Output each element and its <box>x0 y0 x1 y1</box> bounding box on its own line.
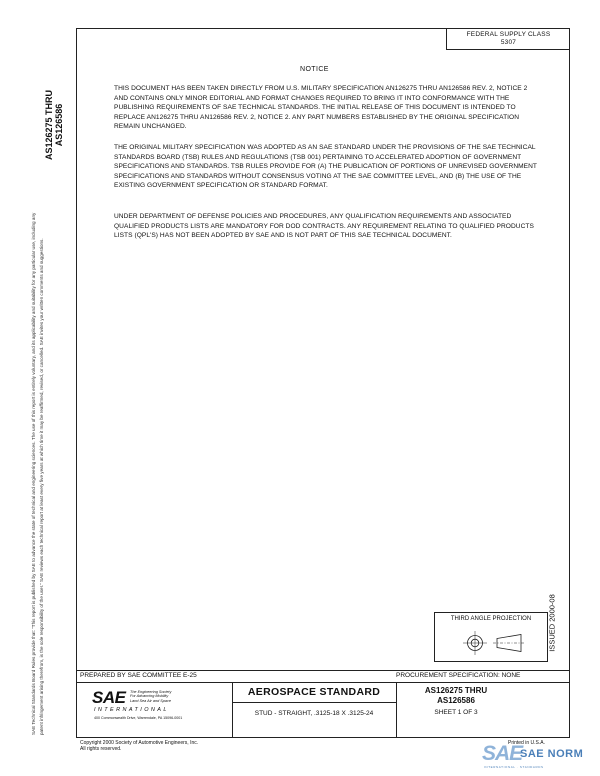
title-block-rule <box>76 682 570 683</box>
federal-supply-class-box <box>446 28 570 50</box>
notice-paragraph-3: UNDER DEPARTMENT OF DEFENSE POLICIES AND PROCEDURES, ANY QUALIFICATION REQUIREMENTS AND ASSOCIATED QUALIFIED PRODUCTS LISTS ARE MANDATORY FOR DOD CONTRACTS. ANY REQUIREMENT RELATING TO QUALIFIED PRODUCTS LISTS (QPL'S) HAS NOT BEEN ADOPTED BY SAE AND IS NOT PART OF THIS SAE TECHNICAL DOCUMENT. <box>114 213 534 240</box>
side-document-number <box>36 60 72 190</box>
federal-supply-class-value: 5307 <box>500 39 517 46</box>
sae-norm-watermark <box>482 742 592 770</box>
federal-supply-class <box>447 28 570 47</box>
federal-supply-class-label: FEDERAL SUPPLY CLASS <box>466 31 551 38</box>
notice-paragraph-2: THE ORIGINAL MILITARY SPECIFICATION WAS ADOPTED AS AN SAE STANDARD UNDER THE PROVISIONS OF THE SAE TECHNICAL STANDARDS BOARD (TSB) RULES AND REGULATIONS (TSB 001) PERTAINING TO ACCELERATED ADOPTION OF GOVERNMENT SPECIFICATIONS AND STANDARDS. TSB RULES PROVIDE FOR (A) THE PUBLICATION OF PORTIONS OF UNREVISED GOVERNMENT SPECIFICATIONS AND STANDARDS WITHOUT CONSENSUS VOTING AT THE SAE COMMITTEE LEVEL, AND (B) THE USE OF THE EXISTING GOVERNMENT SPECIFICATION OR STANDARD FORMAT. <box>114 144 537 190</box>
third-angle-projection-box <box>434 612 548 662</box>
notice-paragraph-1: THIS DOCUMENT HAS BEEN TAKEN DIRECTLY FROM U.S. MILITARY SPECIFICATION AN126275 THRU AN126586 REV. 2, NOTICE 2 AND CONTAINS ONLY MINOR EDITORIAL AND FORMAT CHANGES REQUIRED TO BRING IT INTO CONFORMANCE WITH THE PUBLISHING REQUIREMENTS OF SAE TECHNICAL STANDARDS. THE INITIAL RELEASE OF THIS DOCUMENT IS INTENDED TO REPLACE AN126275 THRU AN126586 REV. 2, NOTICE 2. ANY PART NUMBERS ESTABLISHED BY THE ORIGINAL SPECIFICATION REMAIN UNCHANGED. <box>114 85 528 131</box>
standard-title: AEROSPACE STANDARD <box>247 686 381 698</box>
title-block-divider-left <box>232 682 233 738</box>
copyright-line1: Copyright 2000 Society of Automotive Engineers, Inc. <box>80 740 199 746</box>
sae-address: 400 Commonwealth Drive, Warrendale, PA 15096-0001 <box>94 716 183 720</box>
side-disclaimer-text: SAE Technical Standards Board Rules provide that: "This report is published by SAE to advance the state of technical and engineering sciences. The use of this report is entirely voluntary, and its applicability and suitability for any particular use, including any patent infringement arising therefrom, is the sole responsibility of the user." SAE reviews each technical report at least every five years at which time it may be reaffirmed, revised, or cancelled. SAE invites your written comments and suggestions. <box>31 212 44 735</box>
printed-in: Printed in U.S.A. <box>508 740 545 746</box>
document-number-line2: AS126586 <box>437 696 475 705</box>
sae-logo-mark: SAE <box>92 688 126 707</box>
notice-title: NOTICE <box>300 66 329 73</box>
side-doc-number-line2: AS126586 <box>54 103 64 147</box>
sheet-number: SHEET 1 OF 3 <box>434 709 478 716</box>
part-title: STUD - STRAIGHT, .3125-18 X .3125-24 <box>254 710 374 717</box>
issued-date-text: ISSUED 2000-08 <box>547 594 557 652</box>
sae-logo <box>92 688 222 724</box>
side-disclaimer <box>0 200 76 740</box>
watermark-sae: SAE <box>482 742 523 765</box>
title-block-inner-rule <box>232 702 396 703</box>
third-angle-projection-icon <box>463 626 527 660</box>
procurement-specification: PROCUREMENT SPECIFICATION: NONE <box>396 672 521 679</box>
document-number-line1: AS126275 THRU <box>424 686 488 695</box>
watermark-sub: INTERNATIONAL · STANDARDS <box>484 765 544 769</box>
sae-logo-international: INTERNATIONAL <box>94 707 169 713</box>
copyright-line2: All rights reserved. <box>80 746 122 752</box>
third-angle-projection-label: THIRD ANGLE PROJECTION <box>450 616 532 622</box>
title-block-top-rule <box>76 670 570 671</box>
document-number <box>400 686 512 706</box>
title-block-divider-right <box>396 682 397 738</box>
prepared-by: PREPARED BY SAE COMMITTEE E-25 <box>80 672 197 679</box>
side-doc-number-line1: AS126275 THRU <box>44 89 54 161</box>
copyright <box>80 740 198 752</box>
watermark-norm: SAE NORM <box>520 748 584 760</box>
sae-logo-tagline: The Engineering Society For Advancing Mobility Land Sea Air and Space <box>130 690 172 703</box>
